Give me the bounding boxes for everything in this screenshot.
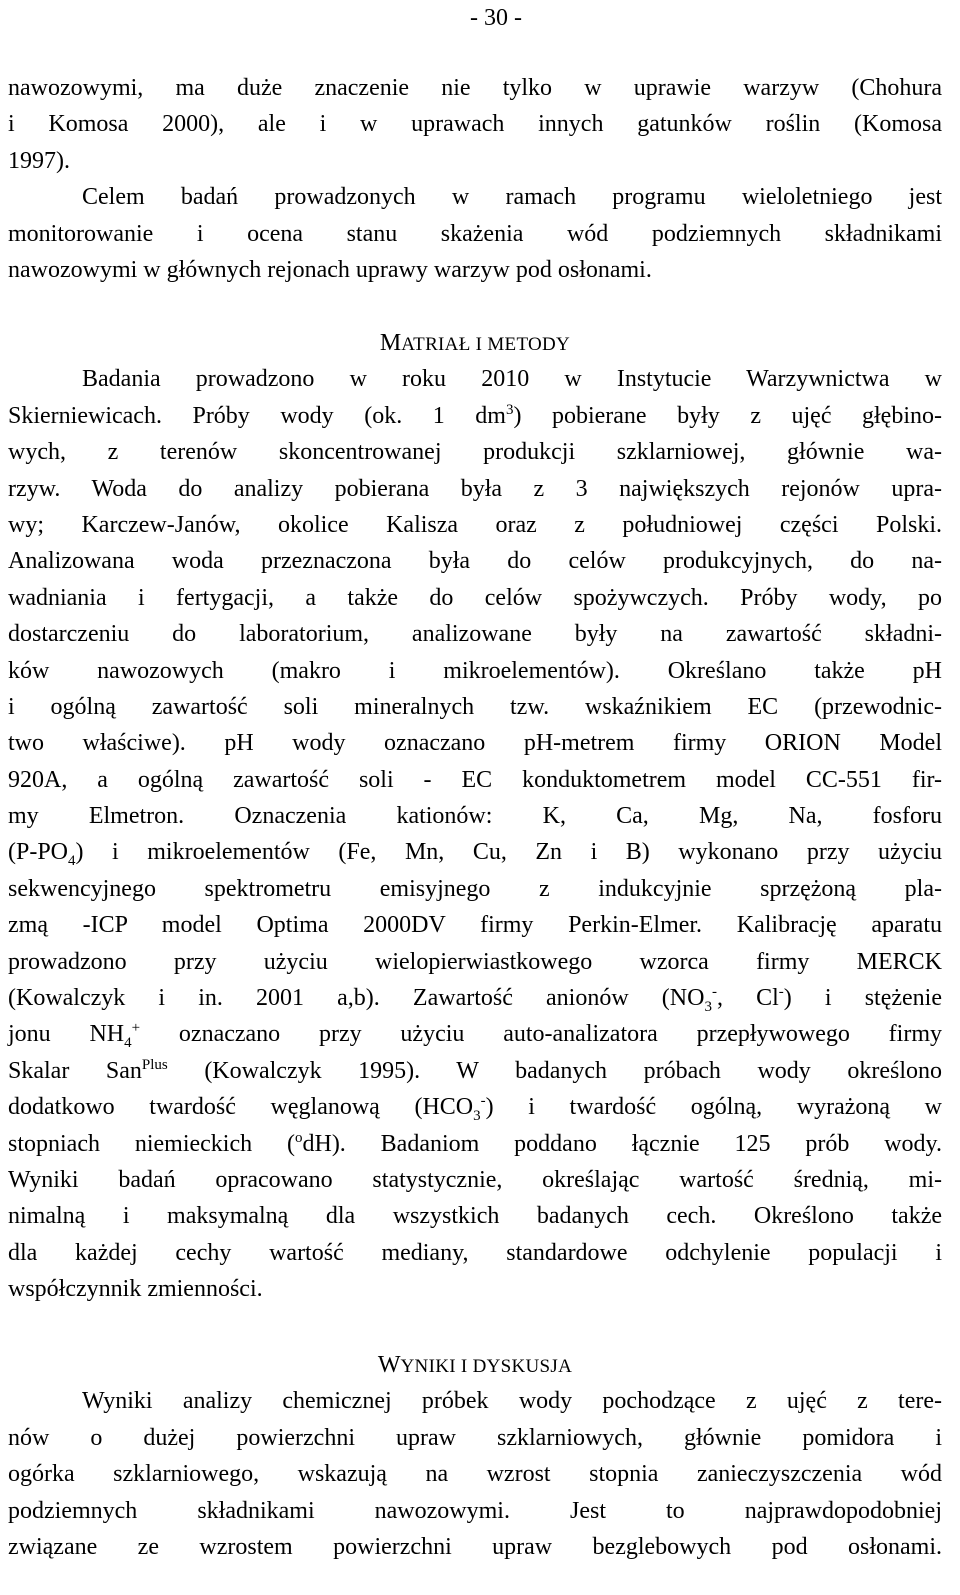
text-line: two właściwe). pH wody oznaczano pH-metrem firmy ORION Model	[8, 730, 942, 757]
text-line: rzyw. Woda do analizy pobierana była z 3 największych rejonów upra-	[8, 475, 942, 502]
text-line: współczynnik zmienności.	[8, 1276, 263, 1303]
text-line: zmą -ICP model Optima 2000DV firmy Perkin-Elmer. Kalibrację aparatu	[8, 912, 942, 939]
text-line: Skalar San$^{Plus}$ (Kowalczyk 1995). W badanych próbach wody określono	[8, 1056, 943, 1084]
text-line: nów o dużej powierzchni upraw szklarniowych, głównie pomidora i	[8, 1424, 942, 1451]
text-line: nawozowymi w głównych rejonach uprawy warzyw pod osłonami.	[8, 256, 652, 283]
text-line: ogórka szklarniowego, wskazują na wzrost stopnia zanieczyszczenia wód	[8, 1461, 942, 1488]
text-line: Wyniki analizy chemicznej próbek wody pochodzące z ujęć z tere-	[82, 1388, 942, 1415]
text-line: sekwencyjnego spektrometru emisyjnego z indukcyjnie sprzężoną pla-	[8, 875, 942, 902]
text-line: i Komosa 2000), ale i w uprawach innych gatunków roślin (Komosa	[8, 111, 942, 138]
text-line: dodatkowo twardość węglanową $(HCO_3^-)$ i twardość ogólną, wyrażoną w	[8, 1093, 942, 1124]
heading-initial: M	[379, 330, 402, 356]
text-line: Skierniewicach. Próby wody (ok. 1 $dm^3$) pobierane były z ujęć głębino-	[8, 401, 942, 429]
text-line: prowadzono przy użyciu wielopierwiastkowego wzorca firmy MERCK	[8, 948, 942, 975]
text-line: stopniach niemieckich ($^o$dH). Badaniom poddano łącznie 125 prób wody.	[8, 1129, 942, 1157]
text-line: związane ze wzrostem powierzchni upraw bezglebowych pod osłonami.	[8, 1533, 942, 1560]
text-line: dla każdej cechy wartość mediany, standardowe odchylenie populacji i	[8, 1239, 942, 1266]
text-line: podziemnych składnikami nawozowymi. Jest to najprawdopodobniej	[8, 1497, 942, 1524]
text-line: Analizowana woda przeznaczona była do celów produkcyjnych, do na-	[8, 548, 942, 575]
body-text-top	[8, 70, 942, 288]
text-line: i ogólną zawartość soli mineralnych tzw. wskaźnikiem EC (przewodnic-	[8, 693, 942, 720]
page-number: - 30 -	[470, 5, 522, 31]
text-line: Badania prowadzono w roku 2010 w Instytucie Warzywnictwa w	[82, 366, 942, 393]
text-line: $(P-PO_4)$ i mikroelementów (Fe, Mn, Cu, Zn i B) wykonano przy użyciu	[8, 839, 942, 870]
text-line: wych, z terenów skoncentrowanej produkcji szklarniowej, głównie wa-	[8, 439, 942, 466]
section-heading	[8, 1347, 942, 1383]
text-line: Celem badań prowadzonych w ramach programu wieloletniego jest	[82, 184, 942, 211]
text-line: wadniania i fertygacji, a także do celów spożywczych. Próby wody, po	[8, 584, 942, 611]
text-line: ków nawozowych (makro i mikroelementów). Określano także pH	[8, 657, 942, 684]
section-materials-methods	[8, 325, 942, 1308]
text-line: wy; Karczew-Janów, okolice Kalisza oraz z południowej części Polski.	[8, 511, 942, 538]
text-line: (Kowalczyk i in. 2001 a,b). Zawartość anionów ($NO_3^-$, Cl-) i stężenie	[8, 984, 942, 1015]
heading-rest: YNIKI I DYSKUSJA	[400, 1356, 573, 1377]
heading-initial: W	[377, 1352, 401, 1378]
text-line: nimalną i maksymalną dla wszystkich badanych cech. Określono także	[8, 1203, 942, 1230]
text-line: 1997).	[8, 147, 70, 174]
text-line: nawozowymi, ma duże znaczenie nie tylko w uprawie warzyw (Chohura	[8, 75, 942, 101]
text-line: Wyniki badań opracowano statystycznie, określając wartość średnią, mi-	[8, 1166, 942, 1193]
text-line: dostarczeniu do laboratorium, analizowane były na zawartość składni-	[8, 621, 942, 648]
heading-rest: ATRIAŁ I METODY	[401, 334, 571, 355]
text-line: my Elmetron. Oznaczenia kationów: K, Ca, Mg, Na, fosforu	[8, 803, 942, 830]
text-line: 920A, a ogólną zawartość soli - EC konduktometrem model CC-551 fir-	[8, 766, 942, 793]
section-results-discussion	[8, 1347, 942, 1565]
text-line: jonu $NH_4^+$ oznaczano przy użyciu auto-analizatora przepływowego firmy	[8, 1020, 942, 1052]
section-heading	[8, 325, 942, 361]
text-line: monitorowanie i ocena stanu skażenia wód podziemnych składnikami	[8, 220, 942, 247]
